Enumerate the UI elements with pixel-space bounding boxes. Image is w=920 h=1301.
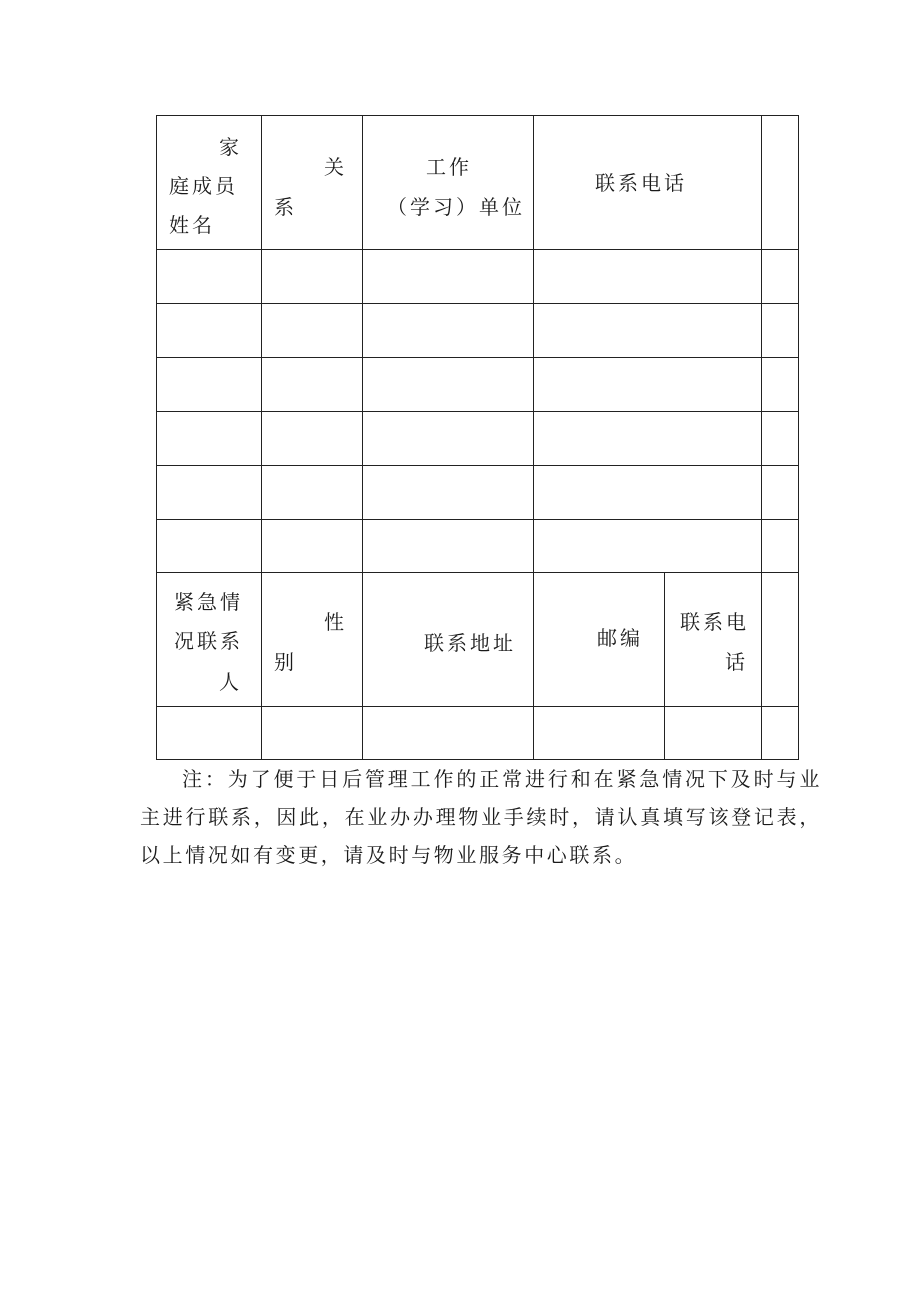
- header-emergency-line3: 人: [219, 670, 242, 694]
- column-divider: [533, 116, 534, 759]
- header-gender-line1: 性: [324, 610, 347, 634]
- header-work-line1: 工作: [426, 155, 472, 179]
- header-phone: 联系电话: [595, 171, 687, 195]
- row-divider: [157, 572, 798, 573]
- header-name-line3: 姓名: [169, 213, 215, 237]
- header-emergency-phone-line1: 联系电: [680, 610, 749, 634]
- header-emergency-line2: 况联系: [174, 629, 243, 653]
- row-divider: [157, 357, 798, 358]
- column-divider: [261, 116, 262, 759]
- footnote: 注：为了便于日后管理工作的正常进行和在紧急情况下及时与业主进行联系，因此，在业办办理物业手续时，请认真填写该登记表，以上情况如有变更，请及时与物业服务中心联系。: [140, 767, 822, 867]
- header-work-line2: （学习）单位: [387, 195, 525, 219]
- column-divider: [761, 116, 762, 759]
- header-address: 联系地址: [424, 631, 516, 655]
- column-divider: [362, 116, 363, 759]
- row-divider: [157, 519, 798, 520]
- header-relation-line2: 系: [274, 195, 297, 219]
- header-name-line2: 庭成员: [169, 174, 238, 198]
- row-divider: [157, 411, 798, 412]
- row-divider: [157, 303, 798, 304]
- header-relation-line1: 关: [324, 155, 347, 179]
- row-divider: [157, 249, 798, 250]
- row-divider: [157, 465, 798, 466]
- registration-table: [156, 115, 799, 760]
- column-divider: [664, 572, 665, 759]
- header-name-line1: 家: [219, 135, 242, 159]
- header-emergency-phone-line2: 话: [725, 650, 748, 674]
- header-emergency-line1: 紧急情: [174, 590, 243, 614]
- header-postcode: 邮编: [597, 626, 643, 650]
- row-divider: [157, 706, 798, 707]
- header-gender-line2: 别: [274, 650, 297, 674]
